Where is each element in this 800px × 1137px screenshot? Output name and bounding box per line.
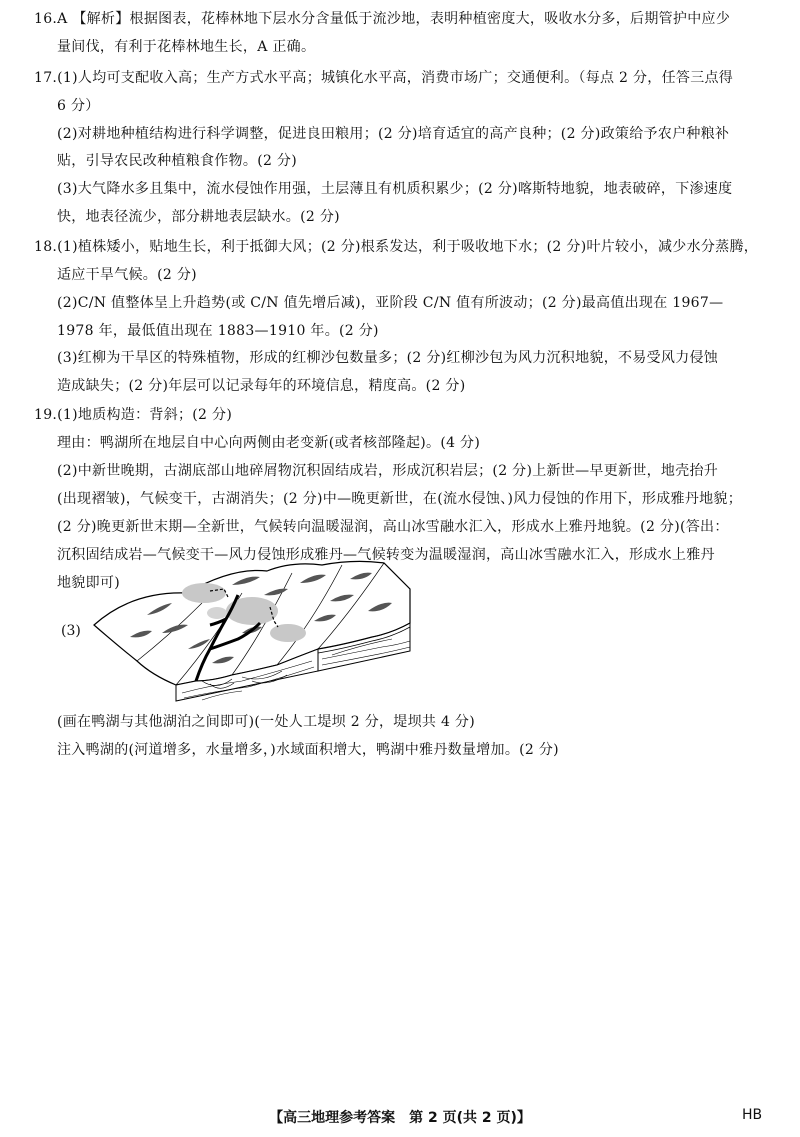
q17-line-4: 贴，引导农民改种植粮食作物。(2 分) [57, 153, 297, 169]
q18-line-5: (3)红柳为干旱区的特殊植物，形成的红柳沙包数量多；(2 分)红柳沙包为风力沉积地貌，不易受风力侵蚀 [57, 350, 719, 366]
q19-line-7: 地貌即可) [57, 575, 120, 591]
q16-line-1: 16.A 【解析】根据图表，花棒林地下层水分含量低于流沙地，表明种植密度大，吸收水分多，后期管护中应少 [34, 11, 731, 27]
q17-line-2: 6 分） [57, 98, 100, 114]
q16-line-2: 量间伐，有利于花棒林地生长，A 正确。 [57, 39, 316, 55]
q19-line-9: 注入鸭湖的(河道增多，水量增多，)水域面积增大，鸭湖中雅丹数量增加。(2 分) [57, 742, 559, 758]
yardang-block-diagram [92, 553, 412, 703]
q19-line-5: (2 分)晚更新世末期—全新世，气候转向温暖湿润，高山冰雪融水汇入，形成水上雅丹地貌。(2 分)(答出： [57, 519, 729, 535]
q19-line-3: (2)中新世晚期，古湖底部山地碎屑物沉积固结成岩，形成沉积岩层；(2 分)上新世—早更新世，地壳抬升 [57, 463, 719, 479]
q18-line-1: 18.(1)植株矮小，贴地生长，利于抵御大风；(2 分)根系发达，利于吸收地下水；(2 分)叶片较小，减少水分蒸腾， [34, 239, 759, 255]
q18-line-2: 适应干旱气候。(2 分) [57, 267, 197, 283]
footer-code: HB [742, 1107, 763, 1123]
q17-line-5: (3)大气降水多且集中，流水侵蚀作用强，土层薄且有机质积累少；(2 分)喀斯特地貌，地表破碎，下渗速度 [57, 181, 733, 197]
q19-line-1: 19.(1)地质构造：背斜；(2 分) [34, 407, 233, 423]
q18-line-4: 1978 年，最低值出现在 1883—1910 年。(2 分) [57, 323, 379, 339]
q17-line-6: 快，地表径流少，部分耕地表层缺水。(2 分) [57, 209, 340, 225]
q19-line-4: (出现褶皱)，气候变干，古湖消失；(2 分)中—晚更新世，在(流水侵蚀、)风力侵蚀的作用下，形成雅丹地貌； [57, 491, 743, 507]
figure-label: (3) [61, 623, 81, 639]
q19-line-6: 沉积固结成岩—气候变干—风力侵蚀形成雅丹—气候转变为温暖湿润，高山冰雪融水汇入，形成水上雅丹 [57, 547, 715, 563]
q18-line-6: 造成缺失；(2 分)年层可以记录每年的环境信息，精度高。(2 分) [57, 378, 466, 394]
q17-line-1: 17.(1)人均可支配收入高；生产方式水平高；城镇化水平高，消费市场广；交通便利。（每点 2 分，任答三点得 [34, 70, 734, 86]
q19-line-8: (画在鸭湖与其他湖泊之间即可)(一处人工堤坝 2 分，堤坝共 4 分) [57, 714, 475, 730]
q19-line-2: 理由：鸭湖所在地层自中心向两侧由老变新(或者核部隆起)。(4 分) [57, 435, 481, 451]
page-footer: 【高三地理参考答案 第 2 页(共 2 页)】 [269, 1110, 531, 1126]
q18-line-3: (2)C/N 值整体呈上升趋势(或 C/N 值先增后减)，亚阶段 C/N 值有所波动；(2 分)最高值出现在 1967— [57, 295, 724, 311]
q17-line-3: (2)对耕地种植结构进行科学调整，促进良田粮用；(2 分)培育适宜的高产良种；(2 分)政策给予农户种粮补 [57, 126, 730, 142]
